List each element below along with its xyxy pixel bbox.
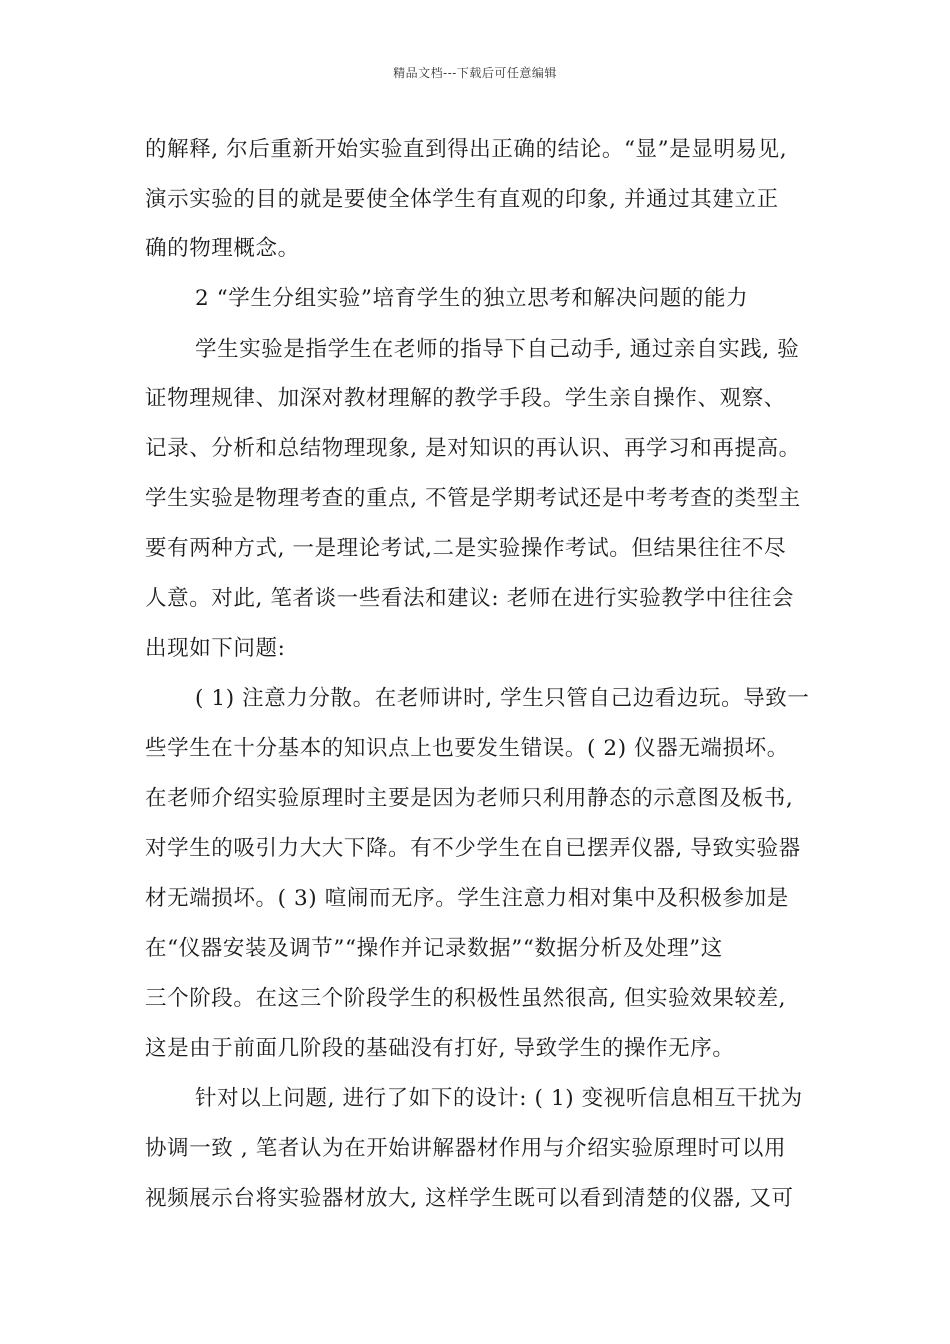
text-line: 对学生的吸引力大大下降。有不少学生在自已摆弄仪器, 导致实验器 xyxy=(145,836,801,861)
text-line: 确的物理概念。 xyxy=(145,236,300,261)
text-line: 三个阶段。在这三个阶段学生的积极性虽然很高, 但实验效果较差, xyxy=(145,986,787,1011)
text-line: 人意。对此, 笔者谈一些看法和建议: 老师在进行实验教学中往往会 xyxy=(145,586,794,611)
text-line: 视频展示台将实验器材放大, 这样学生既可以看到清楚的仪器, 又可 xyxy=(145,1186,794,1211)
text-line: 这是由于前面几阶段的基础没有打好, 导致学生的操作无序。 xyxy=(145,1036,735,1061)
text-line: 演示实验的目的就是要使全体学生有直观的印象, 并通过其建立正 xyxy=(145,187,779,212)
text-line: 记录、分析和总结物理现象, 是对知识的再认识、再学习和再提高。 xyxy=(145,436,801,461)
text-line: 学生实验是物理考查的重点, 不管是学期考试还是中考考查的类型主 xyxy=(145,486,801,511)
text-line: 在老师介绍实验原理时主要是因为老师只利用静态的示意图及板书, xyxy=(145,786,794,811)
text-line: 的解释, 尔后重新开始实验直到得出正确的结论。“显”是显明易见, xyxy=(145,137,788,162)
text-line: 在“仪器安装及调节”“操作并记录数据”“数据分析及处理”这 xyxy=(145,936,723,961)
text-line: 出现如下问题: xyxy=(145,636,286,661)
page-header: 精品文档---下载后可任意编辑 xyxy=(393,66,557,80)
text-line: 要有两种方式, 一是理论考试,二是实验操作考试。但结果往往不尽 xyxy=(145,536,787,561)
text-line: 针对以上问题, 进行了如下的设计: ( 1) 变视听信息相互干扰为 xyxy=(195,1086,803,1111)
text-line: 些学生在十分基本的知识点上也要发生错误。( 2) 仪器无端损坏。 xyxy=(145,736,789,761)
text-line: 证物理规律、加深对教材理解的教学手段。学生亲自操作、观察、 xyxy=(145,386,786,411)
text-line: 材无端损坏。( 3) 喧闹而无序。学生注意力相对集中及积极参加是 xyxy=(145,886,789,911)
text-line: ( 1) 注意力分散。在老师讲时, 学生只管自己边看边玩。导致一 xyxy=(195,686,810,711)
section-heading: 2 “学生分组实验”培育学生的独立思考和解决问题的能力 xyxy=(195,286,749,311)
text-line: 协调一致 , 笔者认为在开始讲解器材作用与介绍实验原理时可以用 xyxy=(145,1136,787,1161)
text-line: 学生实验是指学生在老师的指导下自己动手, 通过亲自实践, 验 xyxy=(195,337,800,362)
